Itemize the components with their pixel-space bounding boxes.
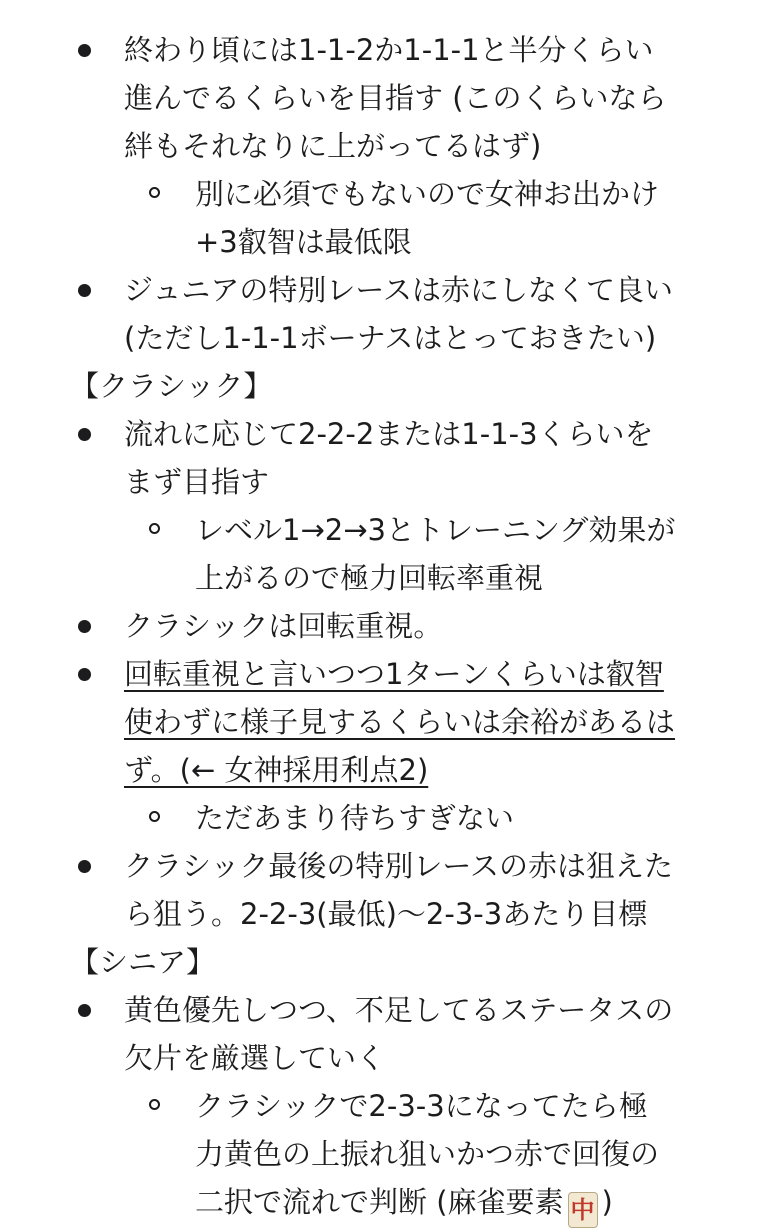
list-item: 終わり頃には1-1-2か1-1-1と半分くらい 進んでるくらいを目指す (このくらいなら 絆もそれなりに上がってるはず)	[0, 26, 776, 170]
mahjong-tile-icon: 中	[568, 1192, 598, 1228]
sub-list-item: 別に必須でもないので女神お出かけ +3叡智は最低限	[0, 170, 776, 266]
sub-list-item: ただあまり待ちすぎない	[0, 794, 776, 842]
bullet-icon	[78, 860, 91, 873]
sub-list-item: レベル1→2→3とトレーニング効果が 上がるので極力回転率重視	[0, 506, 776, 602]
bullet-icon	[78, 428, 91, 441]
hollow-bullet-icon	[149, 523, 160, 534]
bullet-icon	[78, 1004, 91, 1017]
list-item: クラシック最後の特別レースの赤は狙えた ら狙う。2-2-3(最低)〜2-3-3あたり目標	[0, 842, 776, 938]
section-heading: 【クラシック】	[70, 369, 273, 403]
list-item-underlined: 回転重視と言いつつ1ターンくらいは叡智 使わずに様子見するくらいは余裕があるは ず。(← 女神採用利点2)	[0, 650, 776, 794]
section-heading: 【シニア】	[70, 945, 216, 979]
bullet-icon	[78, 284, 91, 297]
hollow-bullet-icon	[149, 811, 160, 822]
sub-list-item: クラシックで2-3-3になってたら極 力黄色の上振れ狙いかつ赤で回復の 二択で流れで判断 (麻雀要素 中 )	[0, 1082, 776, 1226]
hollow-bullet-icon	[149, 187, 160, 198]
bullet-icon	[78, 620, 91, 633]
list-item: クラシックは回転重視。	[0, 602, 776, 650]
bullet-icon	[78, 668, 91, 681]
bullet-icon	[78, 44, 91, 57]
list-item: 流れに応じて2-2-2または1-1-3くらいを まず目指す	[0, 410, 776, 506]
hollow-bullet-icon	[149, 1099, 160, 1110]
list-item: ジュニアの特別レースは赤にしなくて良い (ただし1-1-1ボーナスはとっておきたい)	[0, 266, 776, 362]
clipped-top-line	[0, 0, 776, 26]
list-item: 黄色優先しつつ、不足してるステータスの 欠片を厳選していく	[0, 986, 776, 1082]
